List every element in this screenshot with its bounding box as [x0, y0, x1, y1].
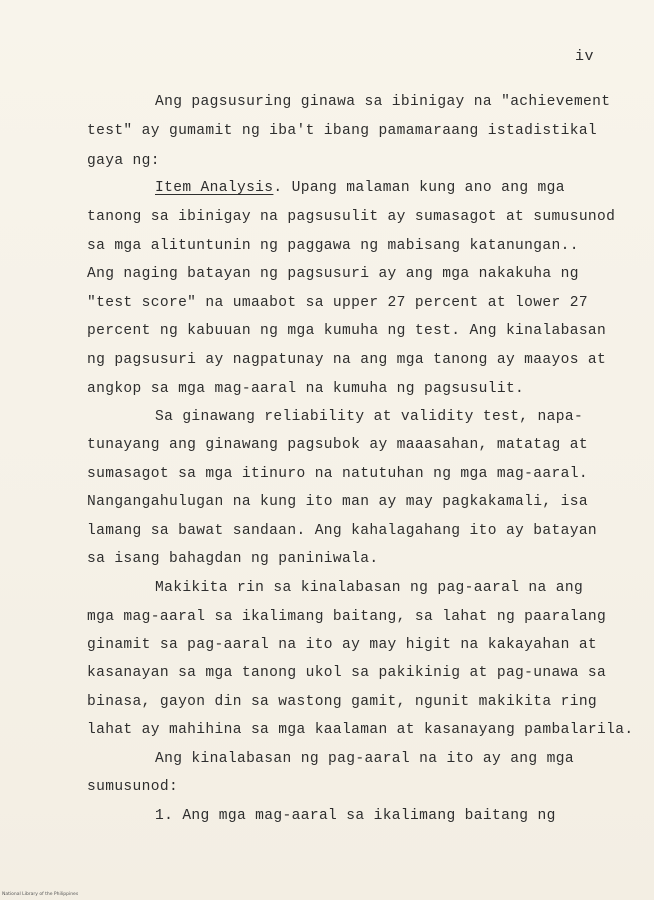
footer-caption: National Library of the Philippines [2, 892, 79, 897]
text-line: Ang kinalabasan ng pag-aaral na ito ay ang mga [155, 751, 574, 767]
text-line: Makikita rin sa kinalabasan ng pag-aaral na ang [155, 580, 584, 596]
text-line: Ang pagsusuring ginawa sa ibinigay na "achievement [155, 94, 611, 110]
text-line: tanong sa ibinigay na pagsusulit ay sumasagot at sumusunod [87, 209, 616, 225]
text-line: Nangangahulugan na kung ito man ay may pagkakamali, isa [87, 494, 588, 510]
item-analysis-heading: Item Analysis [155, 180, 274, 196]
text-line: tunayang ang ginawang pagsubok ay maaasahan, matatag at [87, 437, 588, 453]
page-number: iv [575, 48, 595, 65]
text-line: "test score" na umaabot sa upper 27 percent at lower 27 [87, 295, 588, 311]
numbered-item: 1. Ang mga mag-aaral sa ikalimang baitang ng [155, 808, 556, 824]
text-line: sumusunod: [87, 779, 179, 795]
text-line: lahat ay mahihina sa mga kaalaman at kasanayang pambalarila. [87, 722, 634, 738]
text-line: sa isang bahagdan ng paniniwala. [87, 551, 379, 567]
text-line: angkop sa mga mag-aaral na kumuha ng pagsusulit. [87, 381, 525, 397]
text-line: sumasagot sa mga itinuro na natutuhan ng mga mag-aaral. [87, 466, 588, 482]
text-line: kasanayan sa mga tanong ukol sa pakikinig at pag-unawa sa [87, 665, 607, 681]
text-line: test" ay gumamit ng iba't ibang pamamaraang istadistikal [87, 123, 598, 139]
text-line: sa mga alituntunin ng paggawa ng mabisang katanungan.. [87, 238, 579, 254]
text-line: gaya ng: [87, 153, 160, 169]
text-line: percent ng kabuuan ng mga kumuha ng test. Ang kinalabasan [87, 323, 607, 339]
text-line: lamang sa bawat sandaan. Ang kahalagahang ito ay batayan [87, 523, 598, 539]
text-line: ginamit sa pag-aaral na ito ay may higit na kakayahan at [87, 637, 598, 653]
text-line: ng pagsusuri ay nagpatunay na ang mga tanong ay maayos at [87, 352, 607, 368]
text-line: Sa ginawang reliability at validity test, napa- [155, 409, 584, 425]
text-line: mga mag-aaral sa ikalimang baitang, sa lahat ng paaralang [87, 609, 607, 625]
text-line-item-analysis [155, 180, 565, 196]
text-line: Ang naging batayan ng pagsusuri ay ang mga nakakuha ng [87, 266, 579, 282]
text-line: binasa, gayon din sa wastong gamit, ngunit makikita ring [87, 694, 598, 710]
item-analysis-text: . Upang malaman kung ano ang mga [273, 180, 565, 196]
